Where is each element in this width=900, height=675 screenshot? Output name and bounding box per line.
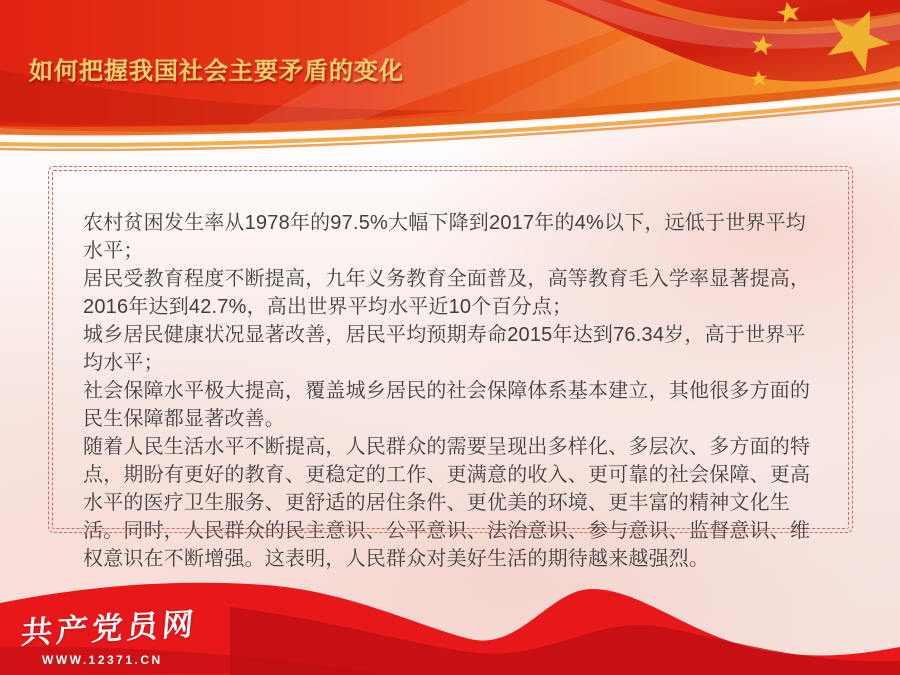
content-box xyxy=(52,170,849,570)
page-title: 如何把握我国社会主要矛盾的变化 xyxy=(29,58,404,85)
paragraph-people-needs: 随着人民生活水平不断提高，人民群众的需要呈现出多样化、多层次、多方面的特点，期盼有更好的教育、更稳定的工作、更满意的收入、更可靠的社会保障、更高水平的医疗卫生服务、更舒适的居住条件、更优美的环境、更丰富的精神文化生活。同时，人民群众的民主意识、公平意识、法治意识、参与意识、监督意识、维权意识在不断增强。这表明，人民群众对美好生活的期待越来越强烈。 xyxy=(83,436,811,570)
logo-chinese-text: 共产党员网 xyxy=(19,606,199,651)
logo-url-text: WWW.12371.CN xyxy=(42,653,163,667)
paragraph-education: 居民受教育程度不断提高，九年义务教育全面普及，高等教育毛入学率显著提高，2016年达到42.7%，高出世界平均水平近10个百分点； xyxy=(83,268,811,318)
paragraph-poverty: 农村贫困发生率从1978年的97.5%大幅下降到2017年的4%以下，远低于世界平均水平； xyxy=(83,212,806,262)
12371-logo xyxy=(19,603,199,667)
paragraph-health: 城乡居民健康状况显著改善，居民平均预期寿命2015年达到76.34岁，高于世界平均水平； xyxy=(83,324,806,374)
paragraph-social-security: 社会保障水平极大提高，覆盖城乡居民的社会保障体系基本建立，其他很多方面的民生保障都显著改善。 xyxy=(83,380,811,430)
